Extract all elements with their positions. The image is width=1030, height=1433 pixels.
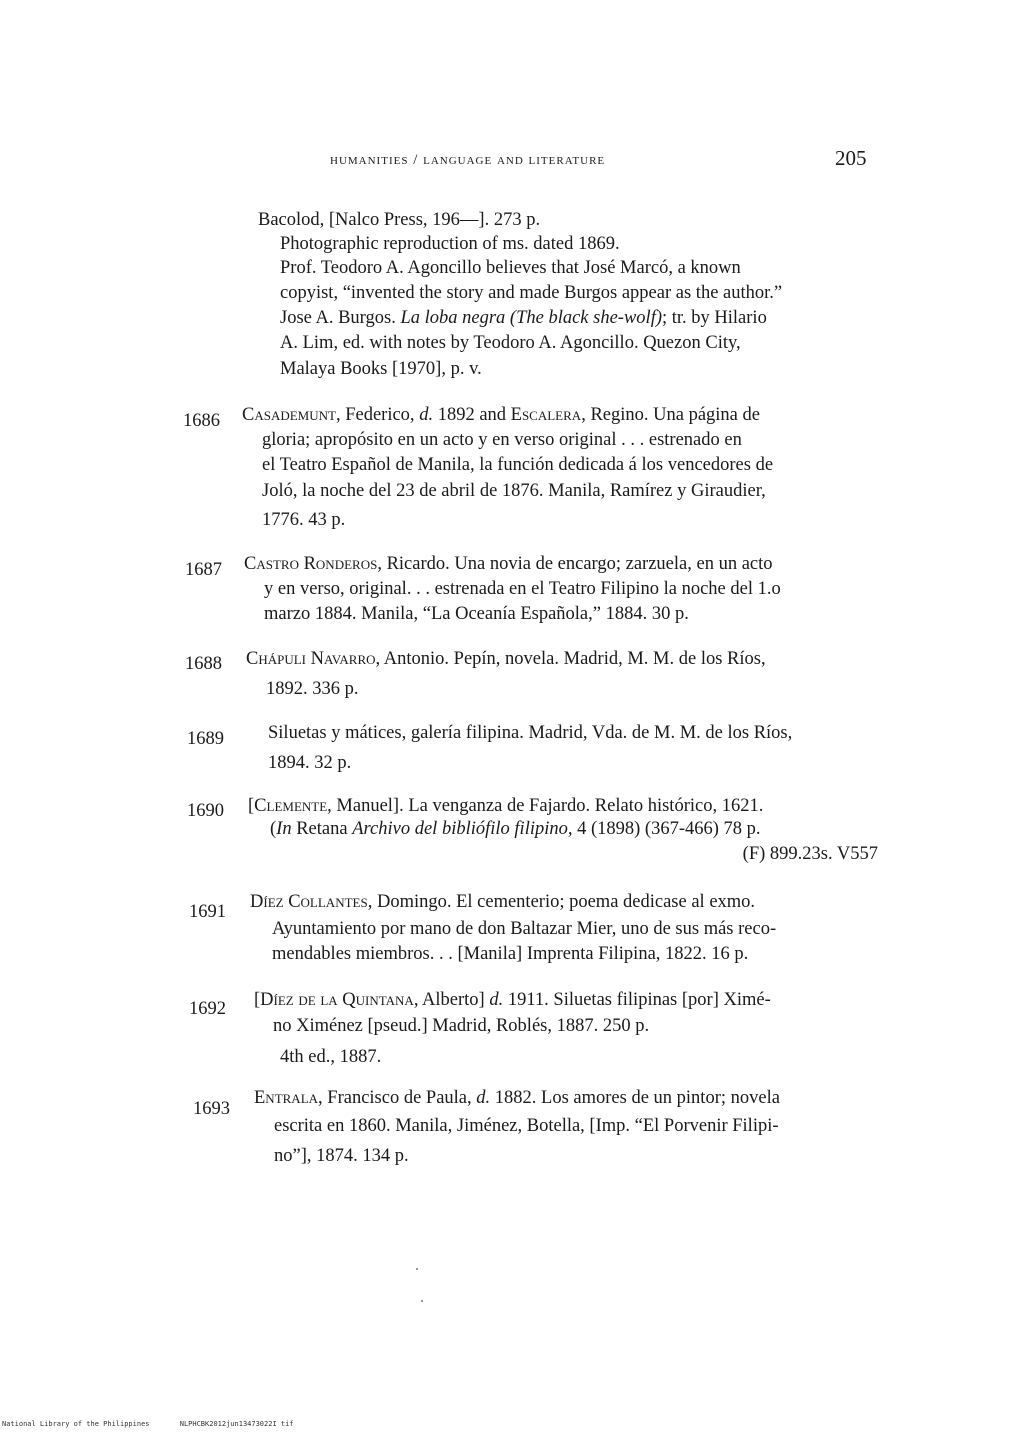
text-line [280,306,767,332]
entry-first-line [254,1086,780,1112]
author-name: Díez Collantes [250,892,368,912]
entry-first-line [254,988,771,1014]
footer-library: National Library of the Philippines [2,1420,150,1428]
text-fragment: , Antonio. Pepín, novela. Madrid, M. M. de los Ríos, [375,649,766,669]
text-fragment: 1882. Los amores de un pintor; novela [490,1088,780,1108]
text-line: no”], 1874. 134 p. [274,1146,409,1166]
text-fragment: , Francisco de Paula, [318,1088,477,1108]
scan-speck [416,1268,418,1270]
text-line: Malaya Books [1970], p. v. [280,359,482,379]
entry-number: 1691 [189,902,226,922]
text-line: mendables miembros. . . [Manila] Imprenta Filipina, 1822. 16 p. [272,944,749,964]
entry-first-line [244,552,773,578]
entry-number: 1687 [185,560,222,580]
edition-note: 4th ed., 1887. [280,1047,382,1067]
text-line: y en verso, original. . . estrenada en el Teatro Filipino la noche del 1.o [264,579,781,599]
entry-number: 1688 [185,654,222,674]
call-number: (F) 899.23s. V557 [742,844,878,864]
entry-number: 1686 [183,411,220,431]
text-fragment: , Alberto] [413,990,490,1010]
entry-number: 1693 [193,1099,230,1119]
text-line: A. Lim, ed. with notes by Teodoro A. Agoncillo. Quezon City, [280,333,741,353]
text-fragment: , Domingo. El cementerio; poema dedicase al exmo. [367,892,756,912]
text-line: el Teatro Español de Manila, la función dedicada á los vencedores de [262,455,774,475]
running-head: humanities / language and literature [330,152,606,168]
author-name: Chápuli Navarro [246,649,376,669]
text-fragment: [ [248,796,255,816]
entry-first-line: Siluetas y mátices, galería filipina. Madrid, Vda. de M. M. de los Ríos, [268,723,793,743]
text-line [270,817,761,843]
text-line: Ayuntamiento por mano de don Baltazar Mier, uno de sus más reco- [272,919,777,939]
text-line: Joló, la noche del 23 de abril de 1876. Manila, Ramírez y Giraudier, [262,481,766,501]
page-number: 205 [835,146,867,170]
entry-number: 1692 [189,999,226,1019]
author-name: Casademunt [242,405,336,425]
author-name: Castro Ronderos [244,554,378,574]
text-fragment: , Federico, [335,405,420,425]
text-line: no Ximénez [pseud.] Madrid, Roblés, 1887. 250 p. [273,1016,650,1036]
entry-number: 1690 [187,801,224,821]
text-fragment: , Regino. Una página de [581,405,760,425]
footer-file-id: NLPHCBK2012jun13473022I tif [179,1420,294,1428]
text-fragment: [ [254,990,261,1010]
scan-speck [421,1300,423,1302]
text-fragment: In [276,819,292,839]
text-fragment: ( [270,819,277,839]
text-line: gloria; apropósito en un acto y en verso original . . . estrenado en [262,430,742,450]
entry-first-line [250,890,755,916]
died-abbrev: d. [419,405,434,425]
entry-number: 1689 [187,729,224,749]
text-line: 1776. 43 p. [262,510,346,530]
text-line: Prof. Teodoro A. Agoncillo believes that José Marcó, a known [280,258,741,278]
text-fragment: 1892 and [433,405,511,425]
text-line: 1892. 336 p. [266,679,359,699]
author-name: Jose A. Burgos. [280,308,396,328]
text-fragment: , Manuel]. La venganza de Fajardo. Relato histórico, 1621. [327,796,764,816]
title-italic: La loba negra (The black she-wolf) [400,308,662,328]
author-name: Clemente [254,796,328,816]
entry-first-line [246,647,766,673]
journal-title: Archivo del bibliófilo filipino, [352,819,573,839]
scan-footer [2,1420,320,1428]
text-fragment: ; tr. by Hilario [662,308,767,328]
entry-first-line [242,403,760,429]
author-name: Escalera [510,405,582,425]
author-name: Díez de la Quintana [260,990,414,1010]
text-fragment: Retana [291,819,353,839]
died-abbrev: d. [489,990,504,1010]
died-abbrev: d. [476,1088,491,1108]
text-line: copyist, “invented the story and made Burgos appear as the author.” [280,283,783,303]
text-line: marzo 1884. Manila, “La Oceanía Española,” 1884. 30 p. [264,604,689,624]
text-line: Bacolod, [Nalco Press, 196—]. 273 p. [258,210,541,230]
author-name: Entrala [254,1088,319,1108]
entry-first-line [248,794,763,820]
text-line: escrita en 1860. Manila, Jiménez, Botella, [Imp. “El Porvenir Filipi- [274,1116,779,1136]
text-line: 1894. 32 p. [268,753,352,773]
text-line: Photographic reproduction of ms. dated 1869. [280,234,620,254]
text-fragment: , Ricardo. Una novia de encargo; zarzuela, en un acto [377,554,773,574]
text-fragment: 1911. Siluetas filipinas [por] Ximé- [503,990,771,1010]
text-fragment: 4 (1898) (367-466) 78 p. [572,819,761,839]
